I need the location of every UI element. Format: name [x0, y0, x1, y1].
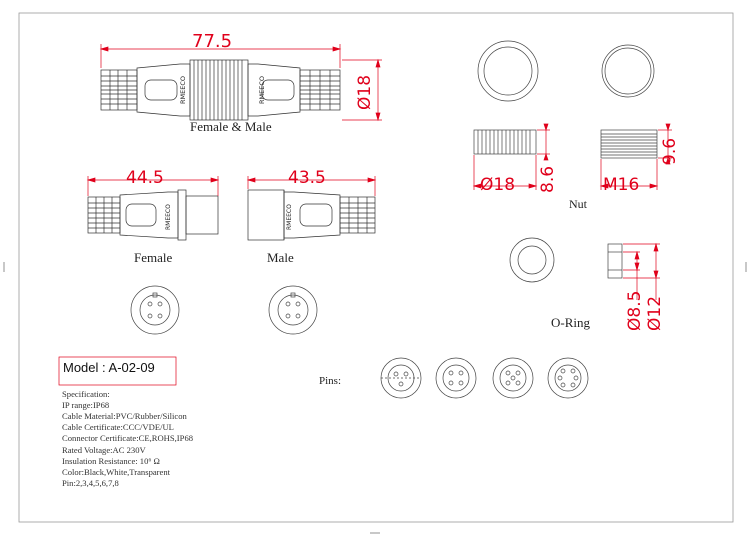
spec-line: Cable Certificate:CCC/VDE/UL	[62, 422, 174, 433]
dim-text-77-5: 77.5	[192, 31, 233, 52]
male-connector-drawing	[248, 190, 375, 240]
spec-line: Specification:	[62, 389, 110, 399]
dim-text-oring-outer: Ø12	[645, 295, 665, 331]
nut-top-view	[478, 41, 538, 101]
spec-line: Pin:2,3,4,5,6,7,8	[62, 477, 119, 488]
brand-stamp-assembly-left: RMEECO	[179, 76, 187, 104]
dim-text-nut-height: 8.6	[538, 165, 558, 193]
spec-line: Insulation Resistance: 10⁶ Ω	[62, 455, 160, 466]
female-connector-drawing	[88, 190, 218, 240]
nut-side-view	[474, 130, 536, 154]
label-male: Male	[267, 250, 294, 265]
brand-stamp-female: RMEECO	[165, 204, 172, 230]
pin-layout-5	[493, 358, 533, 398]
model-text: Model : A-02-09	[63, 360, 155, 375]
dim-text-oring-inner: Ø8.5	[625, 290, 645, 331]
dim-text-nut-diameter: Ø18	[480, 175, 516, 195]
dim-text-assembly-diameter: Ø18	[355, 74, 375, 110]
label-female-male: Female & Male	[190, 119, 272, 134]
male-face-view	[269, 286, 317, 334]
label-oring: O-Ring	[551, 315, 590, 330]
thread-top-view	[602, 45, 654, 97]
oring-side-view	[608, 244, 622, 278]
oring-front-view	[510, 238, 554, 282]
spec-line: Connector Certificate:CE,ROHS,IP68	[62, 433, 194, 444]
label-female: Female	[134, 250, 173, 265]
dim-text-thread-length: 9.6	[660, 137, 680, 165]
female-face-view	[131, 286, 179, 334]
pin-layout-3	[381, 358, 421, 398]
dim-text-43-5: 43.5	[288, 168, 326, 188]
dim-text-thread: M16	[603, 175, 640, 195]
dimension-nut-height	[537, 124, 550, 160]
female-male-assembly	[101, 60, 340, 120]
spec-line: Color:Black,White,Transparent	[62, 466, 171, 477]
brand-stamp-assembly-right: RMEECO	[258, 76, 266, 104]
pin-layout-4	[436, 358, 476, 398]
thread-side-view	[601, 130, 657, 158]
spec-line: Cable Material:PVC/Rubber/Silicon	[62, 411, 187, 422]
spec-line: IP range:IP68	[62, 400, 110, 411]
spec-line: Rated Voltage:AC 230V	[62, 444, 146, 455]
label-nut: Nut	[569, 197, 587, 211]
pin-layout-6	[548, 358, 588, 398]
brand-stamp-male: RMEECO	[286, 204, 293, 230]
dim-text-44-5: 44.5	[126, 168, 164, 188]
label-pins: Pins:	[319, 375, 342, 387]
